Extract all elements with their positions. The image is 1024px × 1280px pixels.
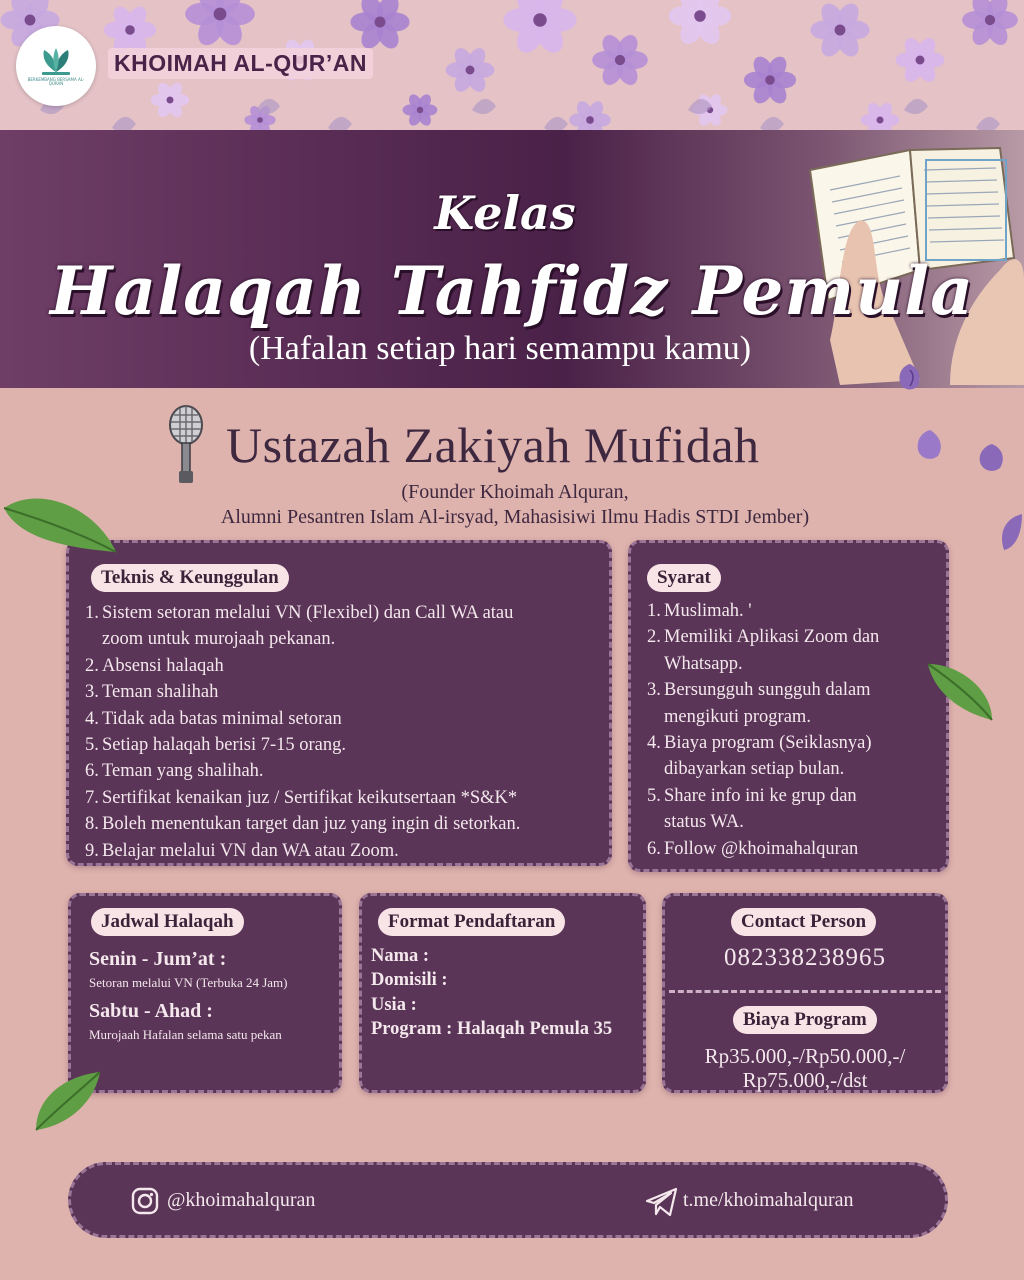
logo-leaf-icon: [36, 46, 76, 76]
list-item-line: Whatsapp.: [664, 653, 743, 674]
list-item: [647, 677, 947, 730]
list-item-text: [664, 783, 857, 836]
speaker-desc-line1: (Founder Khoimah Alquran,: [401, 481, 629, 503]
syarat-label: Syarat: [647, 564, 721, 592]
list-item-number: 4.: [647, 733, 661, 754]
list-item-text: [664, 598, 752, 624]
list-item-text: [102, 706, 342, 732]
list-item-text: [664, 836, 858, 862]
list-item: [647, 783, 947, 836]
list-item-text: [102, 653, 224, 679]
list-item: [85, 600, 605, 653]
footer-bar: [68, 1162, 948, 1238]
list-item-number: 3.: [85, 682, 99, 703]
list-item-number: 3.: [647, 680, 661, 701]
speaker-description: [100, 480, 930, 530]
list-item-text: [664, 677, 871, 730]
flower-decoration: [974, 440, 1010, 476]
flower-decoration: [910, 426, 950, 466]
list-item-line: Boleh menentukan target dan juz yang ingin di setorkan.: [102, 814, 521, 835]
jadwal-day1: Senin - Jum’at :: [89, 948, 227, 970]
jadwal-label: Jadwal Halaqah: [91, 908, 244, 936]
list-item-line: status WA.: [664, 812, 744, 833]
biaya-label: Biaya Program: [733, 1006, 877, 1034]
list-item-line: Biaya program (Seiklasnya): [664, 733, 872, 754]
hero-subtitle: (Hafalan setiap hari semampu kamu): [248, 330, 752, 367]
speaker-name: Ustazah Zakiyah Mufidah: [226, 417, 760, 473]
jadwal-day2-note: Murojaah Hafalan selama satu pekan: [89, 1027, 282, 1042]
contact-divider: [669, 990, 941, 993]
contact-panel: [662, 893, 948, 1093]
list-item-line: Bersungguh sungguh dalam: [664, 680, 871, 701]
syarat-panel: [628, 540, 949, 872]
list-item-text: [102, 679, 218, 705]
list-item-line: zoom untuk murojaah pekanan.: [102, 629, 336, 650]
list-item: [85, 706, 605, 732]
microphone-icon: [164, 405, 208, 487]
list-item-line: Setiap halaqah berisi 7-15 orang.: [102, 735, 347, 756]
list-item-line: Teman yang shalihah.: [102, 761, 264, 782]
list-item-line: Sertifikat kenaikan juz / Sertifikat keikutsertaan *S&K*: [102, 787, 518, 808]
flower-decoration: [892, 360, 928, 396]
hero-title-line1: Kelas: [434, 186, 576, 240]
list-item: [647, 624, 947, 677]
format-domisili: Domisili :: [371, 970, 448, 990]
biaya-line1: Rp35.000,-/Rp50.000,-/: [704, 1044, 906, 1068]
list-item-line: mengikuti program.: [664, 706, 811, 727]
list-item-number: 7.: [85, 787, 99, 808]
format-label: Format Pendaftaran: [378, 908, 565, 936]
list-item-number: 5.: [647, 785, 661, 806]
list-item-line: dibayarkan setiap bulan.: [664, 759, 845, 780]
leaf-decoration: [34, 1070, 102, 1132]
teknis-label: Teknis & Keunggulan: [91, 564, 289, 592]
list-item-number: 8.: [85, 814, 99, 835]
contact-phone[interactable]: 082338238965: [724, 944, 886, 971]
teknis-panel: [66, 540, 612, 866]
list-item-text: [102, 811, 520, 837]
list-item-number: 6.: [647, 838, 661, 859]
leaf-decoration: [926, 660, 996, 722]
format-panel: [359, 893, 646, 1093]
format-usia: Usia :: [371, 995, 417, 1015]
logo: [16, 26, 96, 106]
syarat-list: [647, 598, 947, 862]
jadwal-day1-note: Setoran melalui VN (Terbuka 24 Jam): [89, 975, 288, 990]
logo-caption: BERKEMBANG BERSAMA AL-QURAN: [27, 76, 85, 86]
footer-instagram[interactable]: @khoimahalquran: [167, 1189, 316, 1211]
list-item: [85, 653, 605, 679]
jadwal-panel: [68, 893, 342, 1093]
brand-name: KHOIMAH AL-QUR’AN: [108, 48, 373, 79]
list-item-number: 5.: [85, 735, 99, 756]
list-item-line: Teman shalihah: [102, 682, 219, 703]
jadwal-day2: Sabtu - Ahad :: [89, 1000, 213, 1022]
list-item: [85, 838, 605, 864]
list-item-text: [102, 732, 346, 758]
list-item-line: Belajar melalui VN dan WA atau Zoom.: [102, 840, 399, 861]
list-item-number: 4.: [85, 708, 99, 729]
list-item-line: Memiliki Aplikasi Zoom dan: [664, 627, 880, 648]
list-item-number: 1.: [647, 601, 661, 621]
list-item-line: Follow @khoimahalquran: [664, 838, 859, 859]
list-item: [647, 836, 947, 862]
list-item-line: Sistem setoran melalui VN (Flexibel) dan Call WA atau: [102, 603, 514, 623]
list-item: [85, 758, 605, 784]
list-item-line: Share info ini ke grup dan: [664, 785, 857, 806]
list-item-text: [664, 624, 879, 677]
format-nama: Nama :: [371, 946, 430, 966]
contact-label: Contact Person: [731, 908, 876, 936]
list-item: [85, 732, 605, 758]
list-item: [647, 730, 947, 783]
instagram-icon[interactable]: [131, 1187, 159, 1215]
biaya-line2: Rp75.000,-/dst: [742, 1068, 868, 1092]
list-item-number: 9.: [85, 840, 99, 861]
hero-title-line2: Halaqah Tahfidz Pemula: [50, 252, 974, 330]
list-item: [85, 679, 605, 705]
speaker-desc-line2: Alumni Pesantren Islam Al-irsyad, Mahasisiwi Ilmu Hadis STDI Jember): [220, 506, 810, 528]
list-item-text: [664, 730, 872, 783]
footer-telegram[interactable]: t.me/khoimahalquran: [683, 1189, 854, 1211]
leaf-decoration: [0, 488, 120, 560]
list-item-text: [102, 838, 399, 864]
list-item-text: [102, 600, 513, 653]
list-item-number: 2.: [85, 655, 99, 676]
list-item-number: 1.: [85, 603, 99, 623]
list-item: [85, 785, 605, 811]
list-item-line: Absensi halaqah: [102, 655, 224, 676]
format-program: Program : Halaqah Pemula 35: [371, 1019, 613, 1039]
list-item: [85, 811, 605, 837]
list-item-number: 2.: [647, 627, 661, 648]
flower-decoration: [996, 508, 1024, 558]
list-item-text: [102, 785, 517, 811]
telegram-icon[interactable]: [645, 1187, 679, 1217]
teknis-list: [85, 600, 605, 864]
list-item-number: 6.: [85, 761, 99, 782]
list-item-line: Muslimah. ': [664, 601, 752, 621]
list-item-line: Tidak ada batas minimal setoran: [102, 708, 342, 729]
list-item-text: [102, 758, 264, 784]
list-item: [647, 598, 947, 624]
